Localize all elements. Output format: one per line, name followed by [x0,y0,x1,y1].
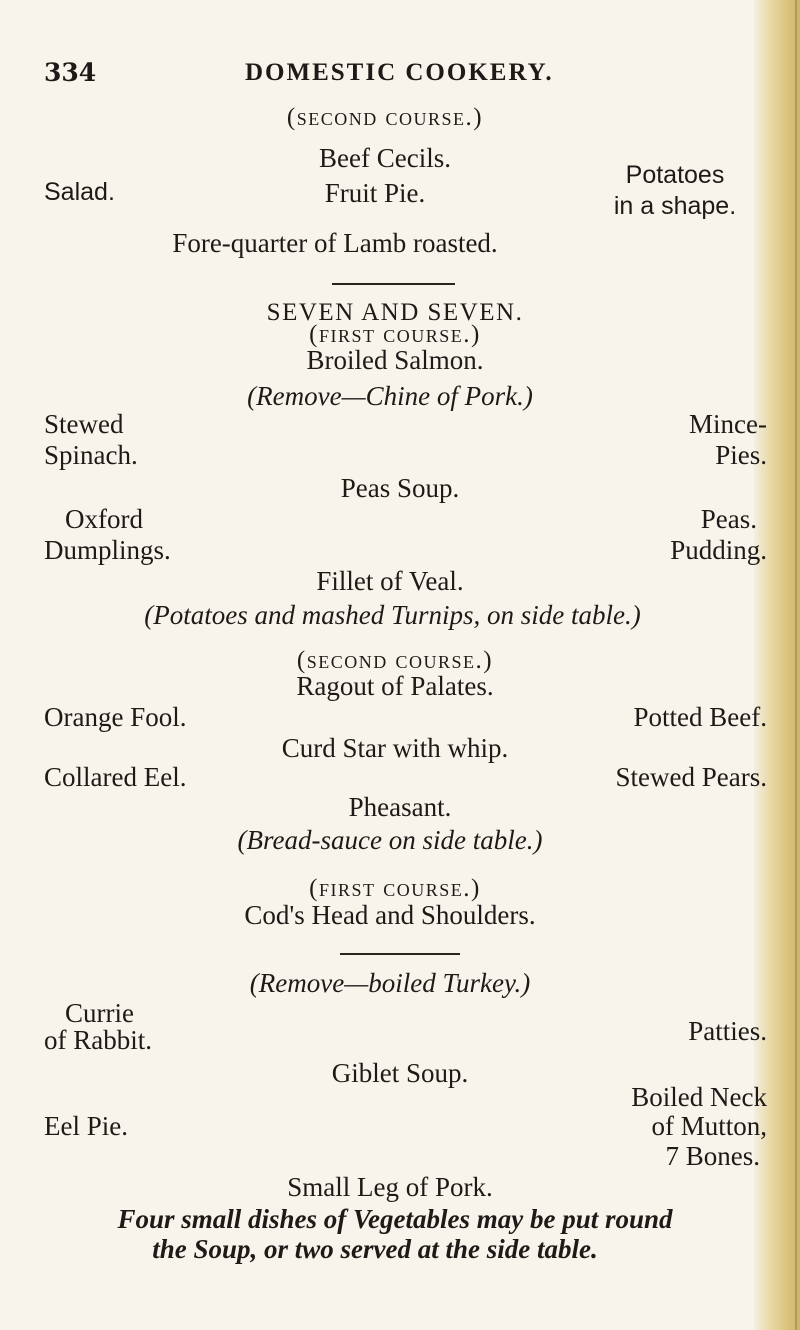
dish-left2-line2: Dumplings. [44,535,171,565]
course-heading: (second course.) [286,104,484,131]
remove-note: (Remove—boiled Turkey.) [249,968,531,998]
course-heading: (second course.) [296,647,494,674]
dish-left-line2: of Rabbit. [44,1025,152,1055]
footnote-line2: the Soup, or two served at the side table. [152,1234,598,1264]
dish-right: Potted Beef. [633,702,767,732]
dish-right-line1: Mince- [689,409,767,439]
dish-right2-line2: of Mutton, [651,1111,767,1141]
dish-right: Patties. [688,1016,767,1046]
remove-note: (Remove—Chine of Pork.) [247,381,533,411]
menu-title: SEVEN AND SEVEN. [266,299,524,326]
dish-left2-line1: Oxford [65,504,143,534]
divider [340,953,460,955]
divider [332,283,455,285]
running-title: DOMESTIC COOKERY. [245,59,554,86]
dish-center: Giblet Soup. [331,1058,469,1088]
footnote-line1: Four small dishes of Vegetables may be put round [117,1204,673,1234]
dish-left: Orange Fool. [44,702,187,732]
dish-right2: Stewed Pears. [615,762,767,792]
dish-bottom: Small Leg of Pork. [287,1172,493,1202]
dish-top: Broiled Salmon. [306,345,484,375]
dish-right2-line3: 7 Bones. [665,1141,760,1171]
dish-left-line1: Stewed [44,409,124,439]
dish-left: Salad. [44,178,115,206]
course-heading: (first course.) [309,875,481,902]
dish-left2: Collared Eel. [44,762,187,792]
page-number: 334 [44,58,97,87]
dish-right2-line1: Boiled Neck [631,1082,767,1112]
dish-left2: Eel Pie. [44,1111,128,1141]
dish-top: Ragout of Palates. [296,671,494,701]
dish-right-line2: Pies. [715,440,767,470]
dish-left-line1: Currie [65,998,134,1028]
dish-right-line1: Potatoes [625,161,725,189]
course-heading: (first course.) [309,321,481,348]
dish-right-line2: in a shape. [613,192,737,220]
dish-left-line2: Spinach. [44,440,138,470]
dish-bottom: Fore-quarter of Lamb roasted. [172,228,498,258]
dish-center: Fruit Pie. [324,178,426,208]
side-note: (Bread-sauce on side table.) [237,825,543,855]
dish-center: Peas Soup. [340,473,460,503]
dish-bottom: Fillet of Veal. [316,566,464,596]
dish-bottom: Pheasant. [348,792,452,822]
dish-right2-line2: Pudding. [670,535,767,565]
side-note: (Potatoes and mashed Turnips, on side table.) [144,600,641,630]
dish-top: Cod's Head and Shoulders. [244,900,536,930]
dish-center: Curd Star with whip. [281,733,509,763]
dish-right2-line1: Peas. [700,504,757,534]
dish-top: Beef Cecils. [319,143,451,173]
